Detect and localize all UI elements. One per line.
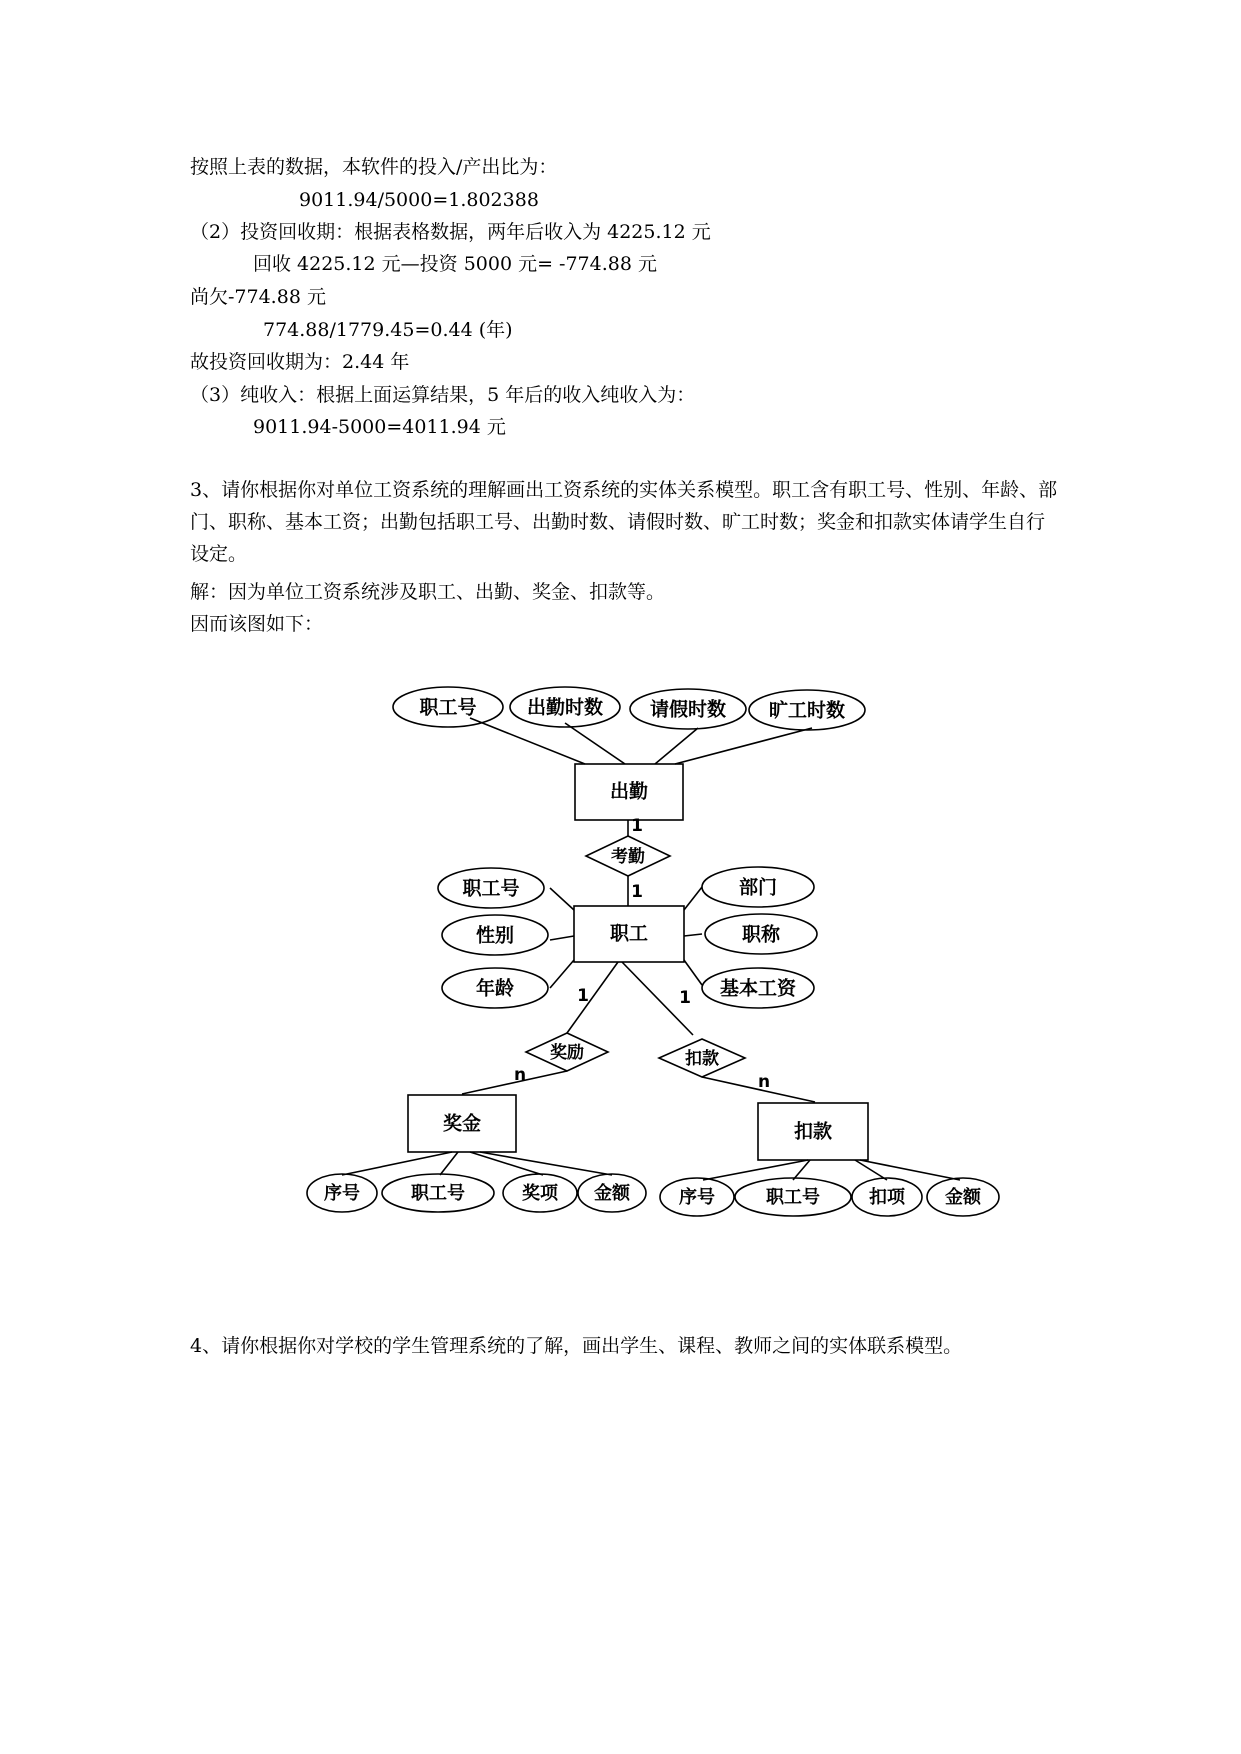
relation-deduct: 扣款 — [685, 1049, 719, 1069]
net-income-formula: 9011.94-5000=4011.94 元 — [253, 416, 506, 438]
solution-intro: 解：因为单位工资系统涉及职工、出勤、奖金、扣款等。 — [190, 581, 666, 603]
question-4: 4、请你根据你对学校的学生管理系统的了解，画出学生、课程、教师之间的实体联系模型。 — [190, 1335, 963, 1357]
attr-employee-id: 职工号 — [462, 877, 520, 900]
card-employee-deduct: 1 — [679, 988, 691, 1008]
net-income-heading: （3）纯收入：根据上面运算结果，5 年后的收入纯收入为： — [190, 384, 696, 406]
payback-fraction: 774.88/1779.45=0.44 (年) — [263, 319, 513, 341]
relation-reward: 奖励 — [550, 1043, 584, 1063]
card-employee-reward: 1 — [577, 986, 589, 1006]
payback-result: 故投资回收期为：2.44 年 — [190, 351, 410, 373]
entity-attendance: 出勤 — [609, 780, 649, 803]
attr-deduction-seq: 序号 — [679, 1187, 715, 1208]
attr-bonus-amount: 金额 — [594, 1183, 630, 1204]
attr-attendance-hours: 出勤时数 — [526, 696, 604, 719]
card-check-employee: 1 — [631, 882, 643, 902]
card-deduct-deduction: n — [757, 1072, 771, 1092]
attr-leave-hours: 请假时数 — [649, 698, 727, 721]
remaining-debt: 尚欠-774.88 元 — [190, 286, 326, 308]
question-3: 3、请你根据你对单位工资系统的理解画出工资系统的实体关系模型。职工含有职工号、性别、年龄、部门、职称、基本工资；出勤包括职工号、出勤时数、请假时数、旷工时数；奖金和扣款实体请学生自行设定。 — [190, 479, 1058, 565]
attr-title: 职称 — [741, 923, 781, 946]
attr-gender: 性别 — [475, 924, 515, 947]
attr-base-salary: 基本工资 — [719, 977, 797, 1000]
attr-age: 年龄 — [475, 977, 515, 1000]
attr-deduction-employee-id: 职工号 — [766, 1187, 820, 1208]
ratio-intro: 按照上表的数据，本软件的投入/产出比为： — [190, 156, 558, 178]
entity-bonus: 奖金 — [442, 1112, 482, 1135]
relation-check: 考勤 — [611, 847, 645, 867]
attr-attendance-employee-id: 职工号 — [419, 696, 477, 719]
attr-deduction-amount: 金额 — [945, 1187, 981, 1208]
attr-bonus-employee-id: 职工号 — [411, 1183, 465, 1204]
attr-deduction-item: 扣项 — [869, 1187, 905, 1208]
payback-formula: 回收 4225.12 元—投资 5000 元= -774.88 元 — [253, 253, 657, 275]
attr-bonus-seq: 序号 — [324, 1183, 360, 1204]
attr-bonus-item: 奖项 — [522, 1183, 558, 1204]
figure-intro: 因而该图如下： — [190, 613, 324, 635]
payback-heading: （2）投资回收期：根据表格数据，两年后收入为 4225.12 元 — [190, 221, 711, 243]
ratio-formula: 9011.94/5000=1.802388 — [299, 189, 539, 211]
attr-department: 部门 — [738, 876, 778, 899]
entity-employee: 职工 — [609, 922, 649, 945]
attr-absent-hours: 旷工时数 — [768, 699, 846, 722]
entity-deduction: 扣款 — [793, 1120, 833, 1143]
card-attendance-check: 1 — [631, 816, 643, 836]
card-reward-bonus: n — [513, 1065, 527, 1085]
